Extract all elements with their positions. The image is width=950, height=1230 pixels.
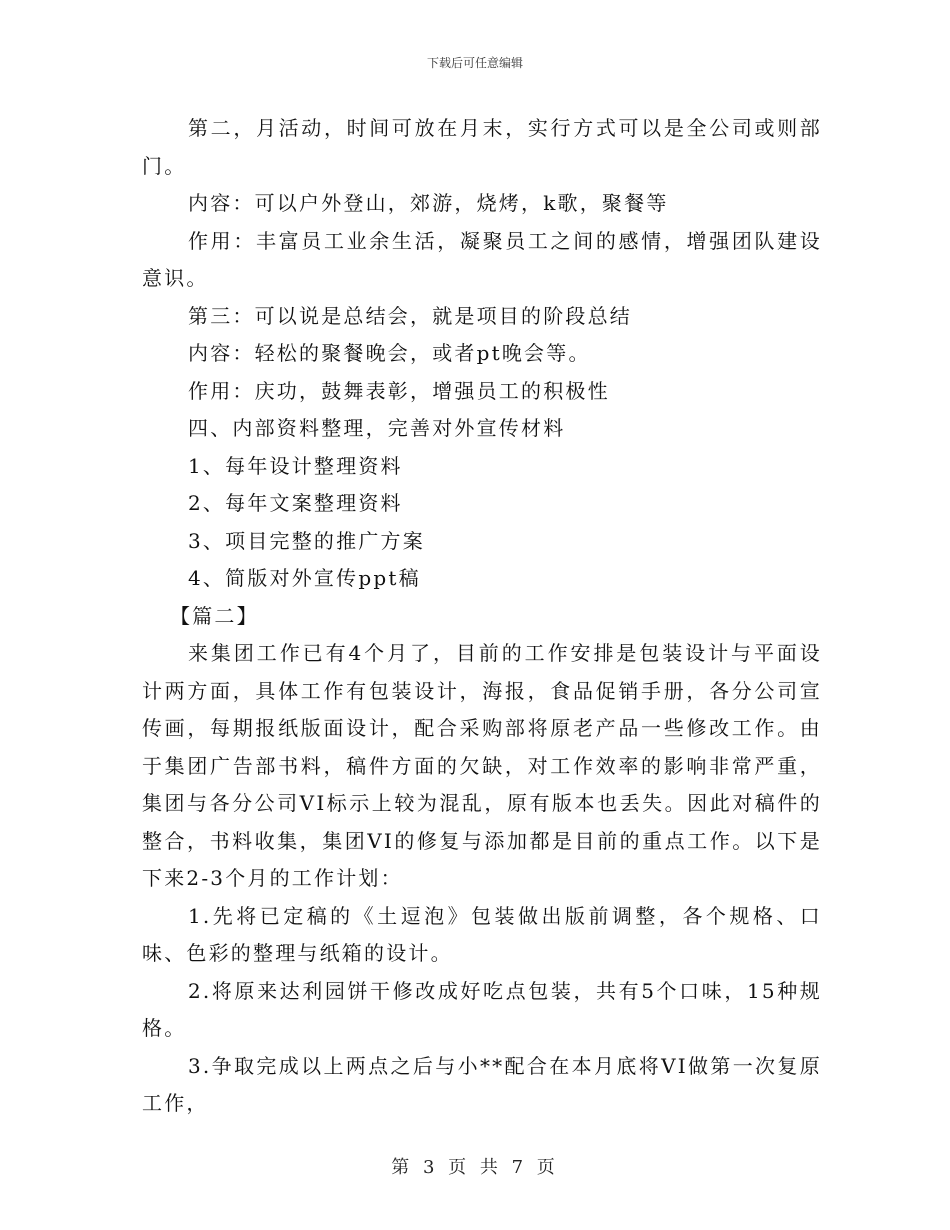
plan-item: 2.将原来达利园饼干修改成好吃点包装，共有5个口味，15种规格。 <box>142 978 822 1040</box>
paragraph-effect-1: 作用：丰富员工业余生活，凝聚员工之间的感情，增强团队建设意识。 <box>142 228 822 290</box>
paragraph-monthly-activity: 第二，月活动，时间可放在月末，实行方式可以是全公司或则部门。 <box>142 116 822 178</box>
section-heading-four: 四、内部资料整理，完善对外宣传材料 <box>188 416 566 440</box>
list-item: 4、简版对外宣传ppt稿 <box>188 566 421 590</box>
list-item: 3、项目完整的推广方案 <box>188 528 425 553</box>
document-body <box>142 110 822 1123</box>
page-header-note: 下载后可任意编辑 <box>426 56 523 70</box>
paragraph-content-2: 内容：轻松的聚餐晚会，或者pt晚会等。 <box>188 341 591 365</box>
page-number: 第 3 页 共 7 页 <box>391 1157 559 1178</box>
section-heading-part-two: 【篇二】 <box>170 603 259 628</box>
list-item: 2、每年文案整理资料 <box>188 491 403 515</box>
paragraph-third: 第三：可以说是总结会，就是项目的阶段总结 <box>188 303 632 328</box>
paragraph-content-1: 内容：可以户外登山，郊游，烧烤，k歌，聚餐等 <box>188 191 669 215</box>
paragraph-effect-2: 作用：庆功，鼓舞表彰，增强员工的积极性 <box>188 378 610 403</box>
paragraph-work-summary: 来集团工作已有4个月了，目前的工作安排是包装设计与平面设计两方面，具体工作有包装设计，海报，食品促销手册，各分公司宣传画，每期报纸版面设计，配合采购部将原老产品一些修改工作。由于集团广告部书料，稿件方面的欠缺，对工作效率的影响非常严重，集团与各分公司VI标示上较为混乱，原有版本也丢失。因此对稿件的整合，书料收集，集团VI的修复与添加都是目前的重点工作。以下是下来2-3个月的工作计划： <box>142 641 822 890</box>
plan-item: 3.争取完成以上两点之后与小**配合在本月底将VI做第一次复原工作， <box>142 1053 822 1115</box>
list-item: 1、每年设计整理资料 <box>188 453 403 478</box>
plan-item: 1.先将已定稿的《土逗泡》包装做出版前调整，各个规格、口味、色彩的整理与纸箱的设计。 <box>142 903 822 965</box>
